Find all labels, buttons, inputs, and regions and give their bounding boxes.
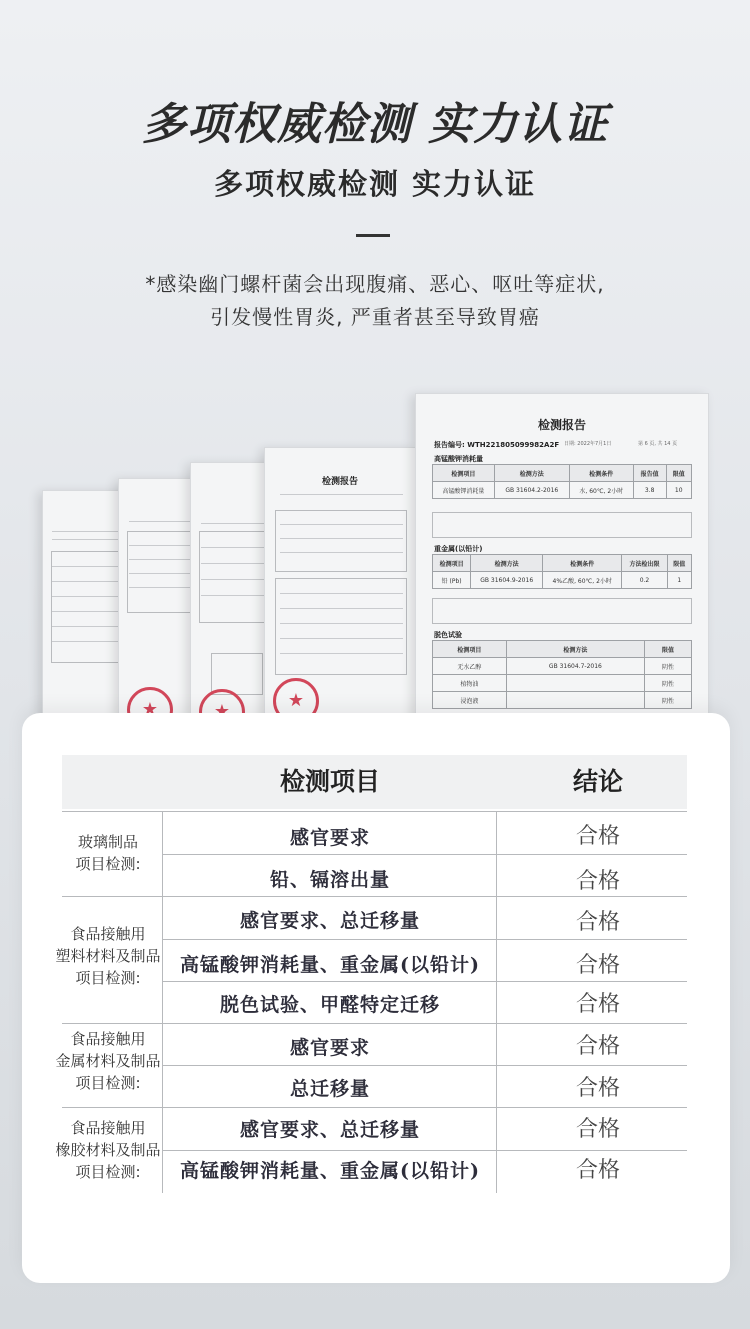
test-item: 脱色试验、甲醛特定迁移 bbox=[219, 994, 440, 1016]
t3-r0c1: GB 31604.7-2016 bbox=[506, 658, 644, 675]
result-pass: 合格 bbox=[575, 869, 620, 894]
test-item: 感官要求 bbox=[289, 1037, 370, 1059]
t3-r0c0: 无水乙醇 bbox=[433, 658, 507, 675]
results-table-header bbox=[62, 755, 687, 809]
group-label-line: 食品接触用 bbox=[70, 925, 146, 943]
description bbox=[0, 268, 750, 334]
t3-r2c1 bbox=[506, 692, 644, 709]
t2-h2: 检测条件 bbox=[543, 555, 622, 572]
title-divider bbox=[356, 234, 390, 237]
group-label-glass bbox=[50, 831, 166, 875]
result-pass: 合格 bbox=[575, 1158, 620, 1183]
test-item: 高锰酸钾消耗量、重金属(以铅计) bbox=[180, 1160, 480, 1182]
group-label-line: 项目检测: bbox=[75, 1163, 141, 1181]
t2-h4: 限值 bbox=[667, 555, 691, 572]
group-label-line: 项目检测: bbox=[75, 855, 141, 873]
result-pass: 合格 bbox=[575, 824, 620, 849]
report-table-3 bbox=[432, 640, 692, 709]
t2-c0: 铅 (Pb) bbox=[433, 572, 471, 589]
report-title: 检测报告 bbox=[537, 418, 586, 432]
group-label-line: 食品接触用 bbox=[70, 1030, 146, 1048]
t2-c1: GB 31604.9-2016 bbox=[471, 572, 543, 589]
t3-r2c2: 阴性 bbox=[645, 692, 692, 709]
t2-h1: 检测方法 bbox=[471, 555, 543, 572]
t3-h0: 检测项目 bbox=[433, 641, 507, 658]
t2-c4: 1 bbox=[667, 572, 691, 589]
t1-c1: GB 31604.2-2016 bbox=[494, 482, 569, 499]
t1-h4: 限值 bbox=[666, 465, 692, 482]
t1-c0: 高锰酸钾消耗量 bbox=[433, 482, 495, 499]
report-date: 日期: 2022年7月1日 bbox=[564, 441, 612, 447]
result-pass: 合格 bbox=[575, 953, 620, 978]
group-label-line: 项目检测: bbox=[75, 969, 141, 987]
t3-r2c0: 浸泡液 bbox=[433, 692, 507, 709]
report-title-small: 检测报告 bbox=[321, 477, 358, 487]
group-label-metal bbox=[50, 1028, 166, 1094]
test-item: 高锰酸钾消耗量、重金属(以铅计) bbox=[180, 954, 480, 976]
t2-h0: 检测项目 bbox=[433, 555, 471, 572]
results-card bbox=[22, 713, 730, 1283]
t1-h3: 报告值 bbox=[633, 465, 666, 482]
group-label-line: 食品接触用 bbox=[70, 1119, 146, 1137]
t3-r0c2: 阴性 bbox=[645, 658, 692, 675]
group-label-plastic bbox=[50, 923, 166, 989]
result-pass: 合格 bbox=[575, 1034, 620, 1059]
col-item-header: 检测项目 bbox=[279, 767, 380, 796]
section-1: 高锰酸钾消耗量 bbox=[434, 455, 483, 463]
report-table-1 bbox=[432, 464, 692, 499]
section-2: 重金属(以铅计) bbox=[434, 545, 483, 553]
result-pass: 合格 bbox=[575, 992, 620, 1017]
t3-h1: 检测方法 bbox=[506, 641, 644, 658]
report-no: 报告编号: WTH221805099982A2F bbox=[434, 441, 560, 449]
report-table-2 bbox=[432, 554, 692, 589]
t3-h2: 限值 bbox=[645, 641, 692, 658]
description-line-2: 引发慢性胃炎, 严重者甚至导致胃癌 bbox=[210, 305, 540, 329]
t1-c2: 水, 60℃, 2小时 bbox=[569, 482, 633, 499]
report-sheet-4 bbox=[264, 447, 416, 727]
t3-r1c1 bbox=[506, 675, 644, 692]
t3-r1c2: 阴性 bbox=[645, 675, 692, 692]
result-pass: 合格 bbox=[575, 1076, 620, 1101]
t1-h1: 检测方法 bbox=[494, 465, 569, 482]
hero-title: 多项权威检测 实力认证 bbox=[141, 99, 609, 150]
group-label-line: 玻璃制品 bbox=[77, 833, 138, 851]
t2-c2: 4%乙酸, 60℃, 2小时 bbox=[543, 572, 622, 589]
group-label-line: 金属材料及制品 bbox=[55, 1052, 161, 1070]
t2-c3: 0.2 bbox=[622, 572, 667, 589]
test-item: 总迁移量 bbox=[289, 1078, 370, 1100]
result-pass: 合格 bbox=[575, 1117, 620, 1142]
t3-r1c0: 植物油 bbox=[433, 675, 507, 692]
t1-h0: 检测项目 bbox=[433, 465, 495, 482]
test-item: 感官要求 bbox=[289, 827, 370, 849]
sub-title: 多项权威检测 实力认证 bbox=[213, 167, 537, 201]
result-pass: 合格 bbox=[575, 910, 620, 935]
t2-h3: 方法检出限 bbox=[622, 555, 667, 572]
section-3: 脱色试验 bbox=[434, 631, 462, 639]
col-result-header: 结论 bbox=[572, 767, 623, 796]
report-sheet-main bbox=[415, 393, 709, 727]
t1-c4: 10 bbox=[666, 482, 692, 499]
test-item: 感官要求、总迁移量 bbox=[239, 910, 420, 932]
group-label-rubber bbox=[50, 1117, 166, 1183]
test-item: 铅、镉溶出量 bbox=[269, 869, 390, 891]
test-item: 感官要求、总迁移量 bbox=[239, 1119, 420, 1141]
group-label-line: 项目检测: bbox=[75, 1074, 141, 1092]
t1-c3: 3.8 bbox=[633, 482, 666, 499]
t1-h2: 检测条件 bbox=[569, 465, 633, 482]
group-label-line: 橡胶材料及制品 bbox=[55, 1141, 161, 1159]
group-label-line: 塑料材料及制品 bbox=[55, 947, 161, 965]
report-page: 第 6 页, 共 14 页 bbox=[638, 441, 678, 447]
description-line-1: *感染幽门螺杆菌会出现腹痛、恶心、呕吐等症状, bbox=[145, 272, 605, 296]
